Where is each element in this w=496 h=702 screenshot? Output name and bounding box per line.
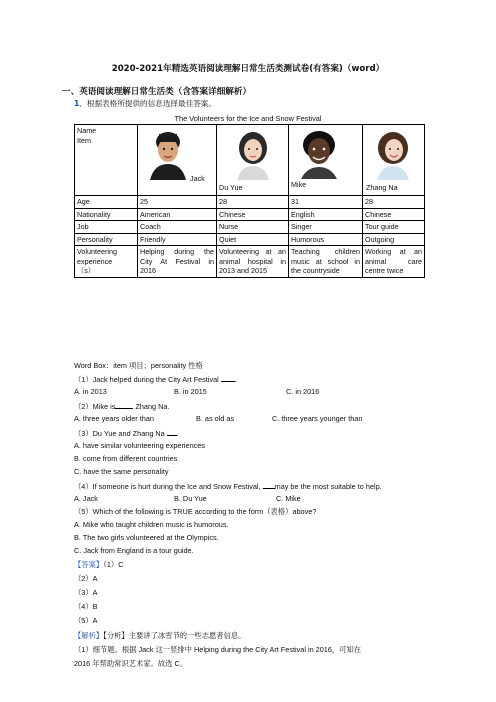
table-cell: Quiet: [217, 233, 289, 246]
person-name-jack: Jack: [190, 174, 205, 183]
option-b: B. in 2015: [174, 387, 207, 396]
question-intro: [74, 98, 216, 109]
question-3: [74, 428, 179, 439]
row-label-volunteering: [75, 246, 138, 278]
table-cell: [138, 246, 217, 278]
person-name-mike: Mike: [291, 180, 307, 189]
question-text-end: Zhang Na.: [135, 402, 170, 411]
document-title: 2020-2021年精选英语阅读理解日常生活类测试卷(有答案)（word）: [111, 64, 385, 74]
table-cell: 28: [363, 196, 425, 209]
cell-line: music at school in: [291, 256, 360, 266]
option-c: C. Mike: [276, 494, 301, 503]
option-line: A. have similar volunteering experiences: [74, 441, 206, 450]
question-text: （1）Jack helped during the City Art Festival: [74, 375, 219, 384]
answer-blank: [221, 374, 235, 382]
zhang-na-photo: [369, 128, 417, 180]
analysis-line: [74, 631, 245, 641]
cell-line: Working at an: [365, 247, 422, 256]
explanation-line: （1）细节题。根据 Jack 这一竖排中 Helping during the City Art Festival in 2016，可知在: [74, 645, 362, 654]
answer-line: （5）A: [74, 616, 98, 625]
answer-tag: 【答案】: [74, 560, 104, 569]
table-cell: [363, 246, 425, 278]
question-text-end: may be the most suitable to help.: [274, 482, 382, 491]
analysis-text: 【分析】主要讲了冰雪节的一些志愿者信息。: [103, 631, 246, 640]
table-cell: [217, 246, 289, 278]
option-line: C. have the same personality: [74, 467, 169, 476]
answer-line: （2）A: [74, 574, 98, 583]
row-label: Nationality: [75, 208, 138, 221]
question-instruction: 根据表格所提供的信息选择最佳答案。: [86, 99, 216, 108]
option-line: [74, 494, 301, 503]
table-cell: Chinese: [363, 208, 425, 221]
answer-blank: [167, 428, 177, 436]
table-photo-row: [75, 125, 425, 196]
row-label: Age: [75, 196, 138, 209]
question-text-end: .: [176, 429, 179, 438]
table-row-job: [75, 221, 425, 234]
option-a: A. Jack: [74, 494, 98, 503]
cell-line: animal care: [365, 256, 422, 266]
table-cell: 31: [289, 196, 363, 209]
du-yue-photo: [229, 128, 277, 180]
answer-item: （1）C: [103, 560, 124, 569]
question-text: （3）Du Yue and Zhang Na: [74, 429, 165, 438]
row-label: Job: [75, 221, 138, 234]
option-a: A. three years older than: [74, 414, 154, 423]
table-cell: Coach: [138, 221, 217, 234]
question-text-end: .: [234, 375, 237, 384]
person-name-zhang-na: Zhang Na: [366, 183, 398, 192]
section-heading: 一、英语阅读理解日常生活类（含答案详细解析）: [62, 87, 252, 97]
option-line: A. Mike who taught children music is humorous.: [74, 520, 229, 529]
volunteer-table: [74, 124, 425, 278]
person-cell-du-yue: [217, 125, 289, 196]
table-cell: Chinese: [217, 208, 289, 221]
row-label: Personality: [75, 233, 138, 246]
cell-line: animal hospital in: [219, 256, 286, 266]
jack-photo: [144, 128, 192, 180]
row-label-line: experience: [77, 256, 113, 266]
cell-line: the countryside: [291, 266, 340, 275]
answer-blank: [263, 481, 275, 489]
table-cell: American: [138, 208, 217, 221]
option-line: B. come from different countries: [74, 454, 178, 463]
row-label-line: （s）: [77, 266, 95, 275]
cell-line: Volunteering at an: [219, 247, 286, 256]
person-name-du-yue: Du Yue: [219, 183, 243, 192]
table-cell: [289, 246, 363, 278]
option-line: [74, 387, 320, 396]
option-b: B. Du Yue: [174, 494, 207, 503]
cell-line: Teaching children: [291, 247, 360, 256]
cell-line: City At Festival in: [140, 256, 214, 266]
answer-line: （3）A: [74, 588, 98, 597]
option-b: B. as old as: [196, 414, 235, 423]
answer-blank: [115, 401, 133, 409]
table-cell: Tour guide: [363, 221, 425, 234]
answer-line: （4）B: [74, 602, 98, 611]
header-name: Name: [77, 126, 97, 135]
question-text: （4）If someone is hurt during the Ice and Snow Festival,: [74, 482, 261, 491]
table-row-personality: [75, 233, 425, 246]
cell-line: 2013 and 2015: [219, 266, 267, 275]
analysis-tag: 【解析】: [74, 631, 104, 640]
person-cell-zhang-na: [363, 125, 425, 196]
explanation-line: 2016 年帮助常识艺术家。故选 C。: [74, 659, 188, 668]
person-cell-jack: [138, 125, 217, 196]
table-cell: Singer: [289, 221, 363, 234]
table-cell: English: [289, 208, 363, 221]
header-item: Item: [77, 135, 91, 145]
option-line: B. The two girls volunteered at the Olympics.: [74, 533, 219, 542]
option-a: A. in 2013: [74, 387, 107, 396]
question-number: 1．: [74, 99, 87, 108]
cell-line: centre twice: [365, 266, 404, 275]
table-row-volunteering: [75, 246, 425, 278]
table-caption: The Volunteers for the Ice and Snow Festival: [174, 114, 322, 123]
table-cell: Nurse: [217, 221, 289, 234]
table-row-nationality: [75, 208, 425, 221]
option-line: C. Jack from England is a tour guide.: [74, 546, 194, 555]
table-row-age: [75, 196, 425, 209]
word-box: Word Box：item 项目；personality 性格: [74, 361, 203, 370]
person-cell-mike: [289, 125, 363, 196]
header-corner-cell: [75, 125, 138, 196]
table-cell: 25: [138, 196, 217, 209]
cell-line: 2016: [140, 266, 156, 275]
question-1: [74, 374, 237, 385]
option-c: C. three years younger than: [272, 414, 363, 423]
cell-line: Helping during the: [140, 247, 214, 256]
question-2: [74, 401, 169, 412]
question-4: [74, 481, 382, 492]
mike-photo: [295, 127, 343, 179]
question-5: （5）Which of the following is TRUE according to the form（表格）above?: [74, 507, 317, 516]
option-c: C. in 2016: [286, 387, 320, 396]
table-cell: Friendly: [138, 233, 217, 246]
table-cell: Outgoing: [363, 233, 425, 246]
option-line: [74, 414, 363, 423]
answer-line: [74, 560, 123, 570]
table-cell: 28: [217, 196, 289, 209]
table-cell: Humorous: [289, 233, 363, 246]
question-text: （2）Mike is: [74, 402, 116, 411]
row-label-line: Volunteering: [77, 247, 117, 256]
